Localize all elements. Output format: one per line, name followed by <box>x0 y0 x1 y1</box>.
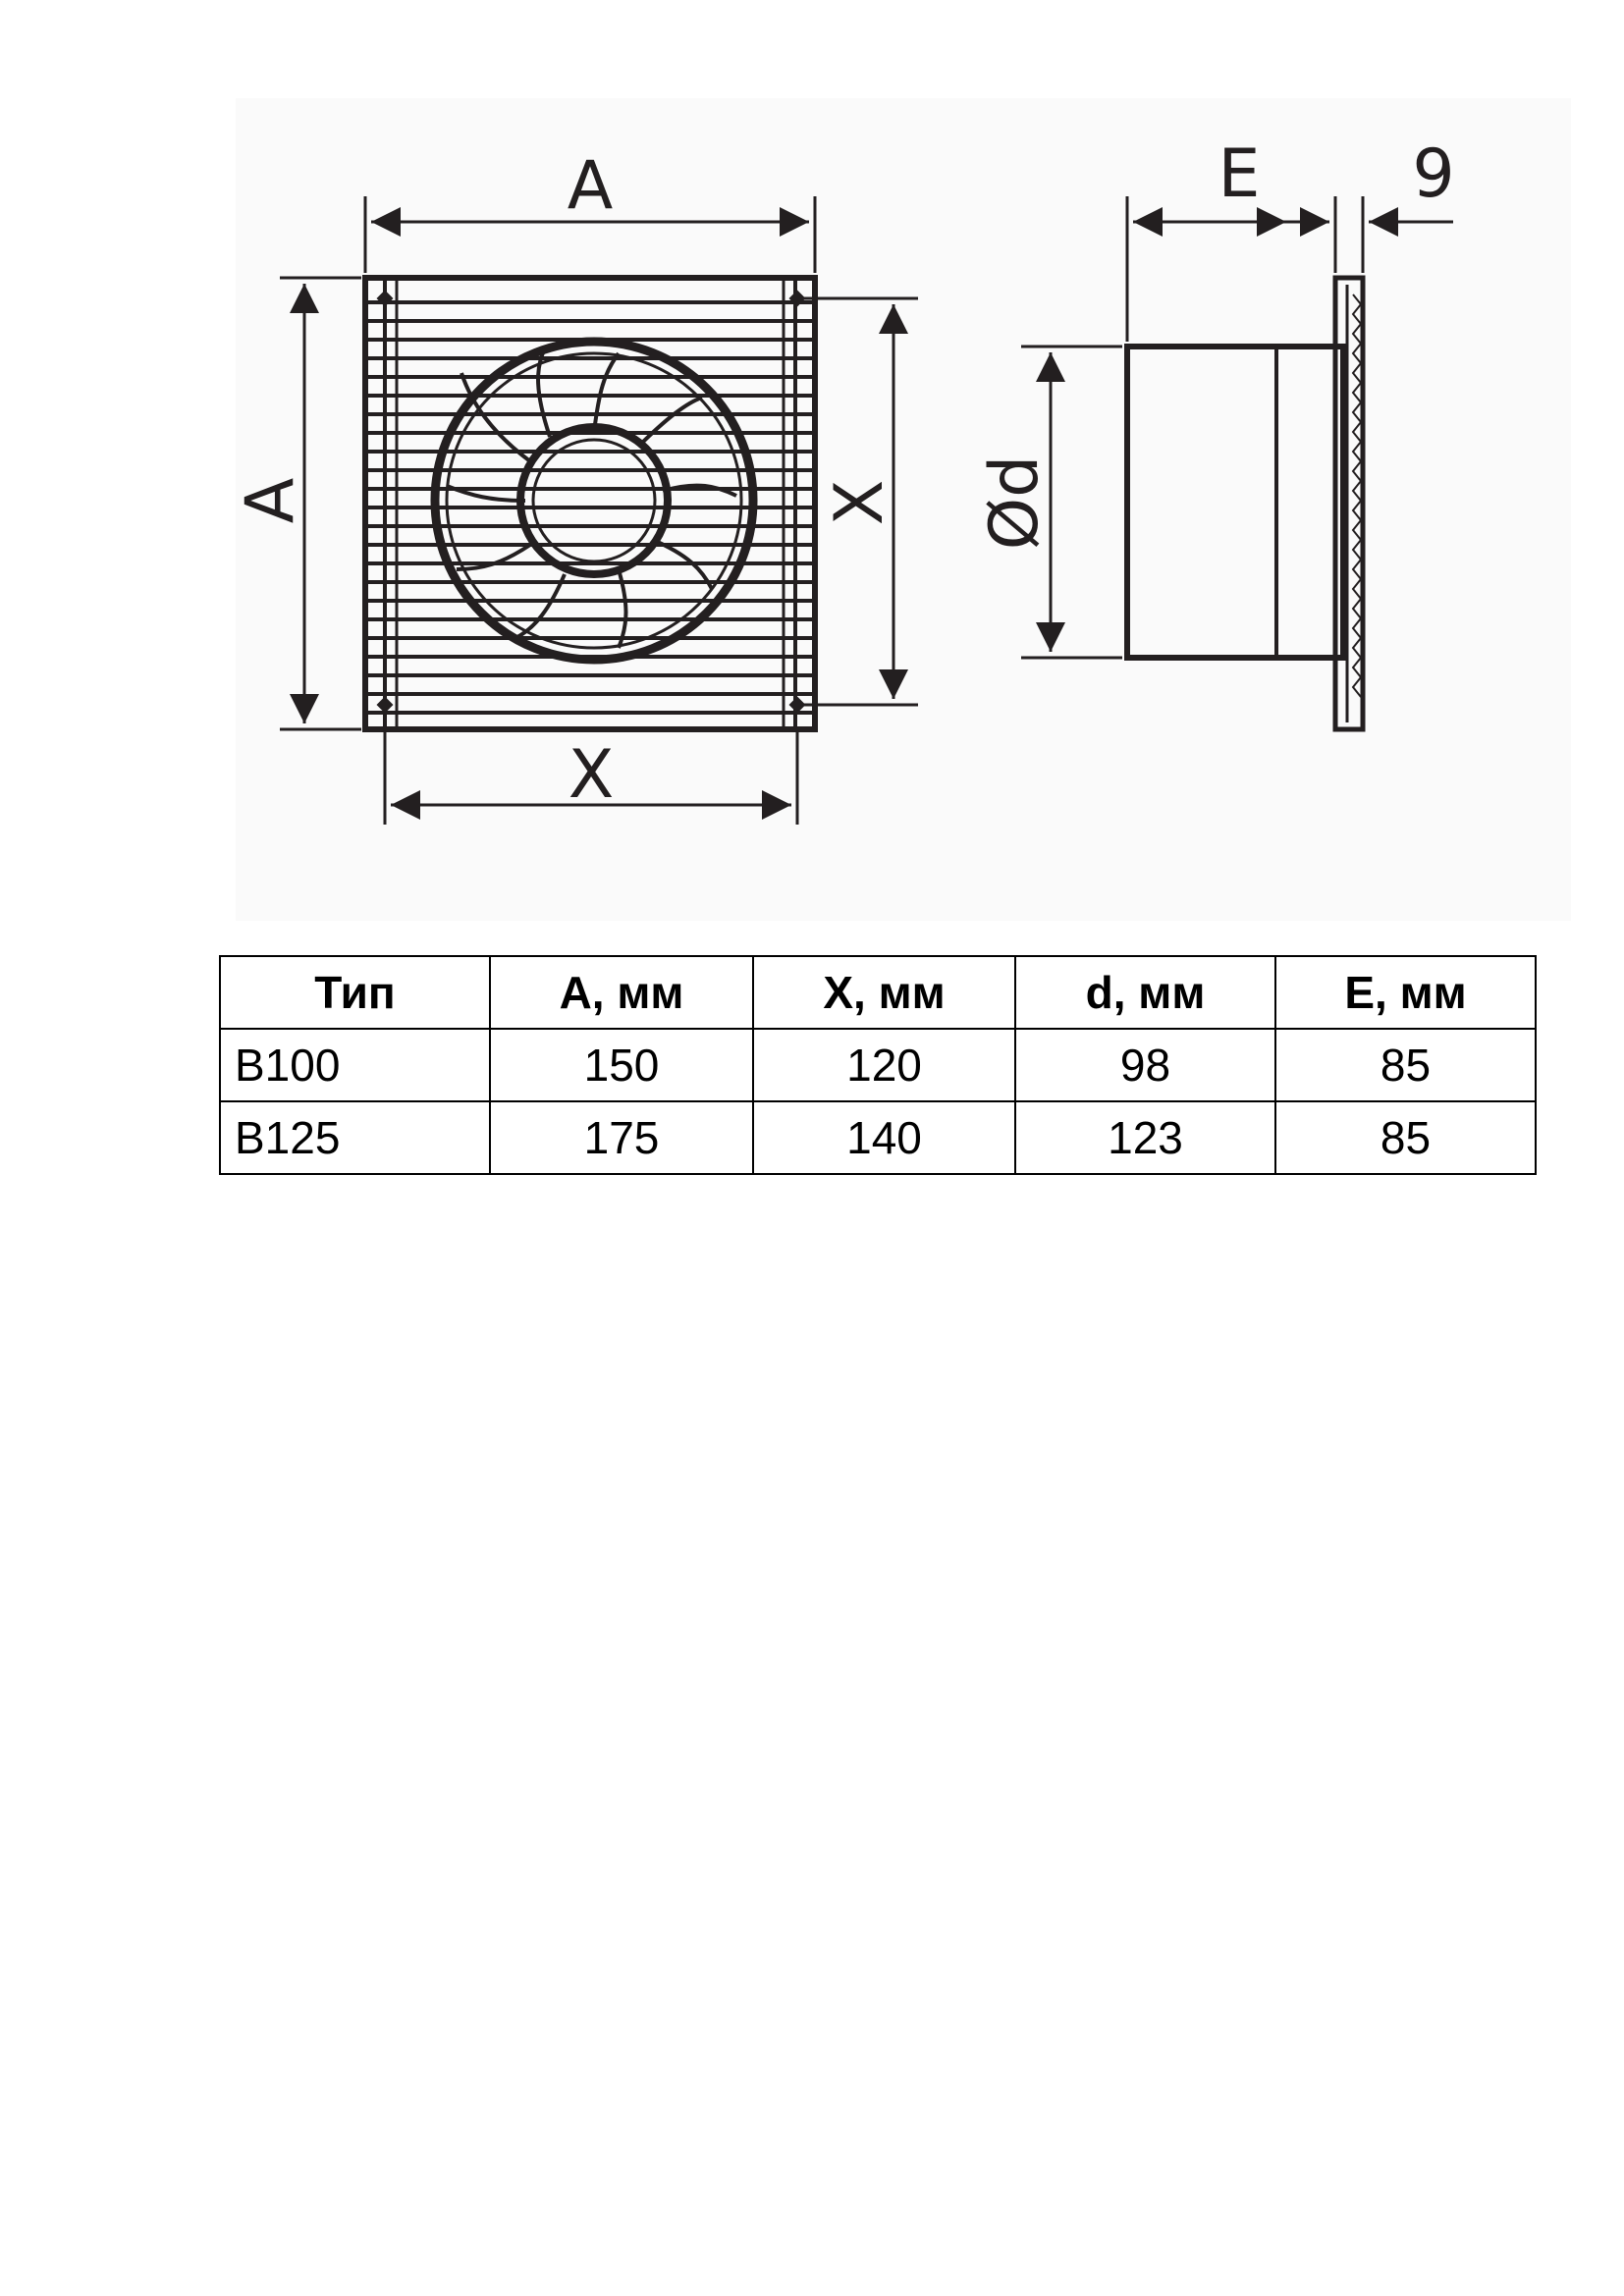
cell-x: 140 <box>753 1101 1015 1174</box>
cell-d: 123 <box>1015 1101 1275 1174</box>
table-header-row <box>220 956 1536 1029</box>
cell-type: B125 <box>220 1101 490 1174</box>
header-d: d, мм <box>1015 956 1275 1029</box>
cell-type: B100 <box>220 1029 490 1101</box>
cell-a: 150 <box>490 1029 753 1101</box>
label-side-od: Ød <box>976 454 1054 551</box>
header-x: X, мм <box>753 956 1015 1029</box>
cell-x: 120 <box>753 1029 1015 1101</box>
label-side-9: 9 <box>1412 135 1455 213</box>
table-row <box>220 1029 1536 1101</box>
header-e: E, мм <box>1275 956 1536 1029</box>
cell-d: 98 <box>1015 1029 1275 1101</box>
table-row <box>220 1101 1536 1174</box>
label-side-e: E <box>1218 135 1261 213</box>
label-front-top-a: A <box>567 147 614 225</box>
label-front-bottom-x: X <box>568 736 615 814</box>
cell-e: 85 <box>1275 1029 1536 1101</box>
dimensions-table <box>219 955 1537 1175</box>
cell-e: 85 <box>1275 1101 1536 1174</box>
cell-a: 175 <box>490 1101 753 1174</box>
header-a: A, мм <box>490 956 753 1029</box>
header-type: Тип <box>220 956 490 1029</box>
fan-dimension-drawing <box>0 0 1624 942</box>
label-front-left-a: A <box>232 477 309 524</box>
label-front-right-x: X <box>821 479 898 526</box>
